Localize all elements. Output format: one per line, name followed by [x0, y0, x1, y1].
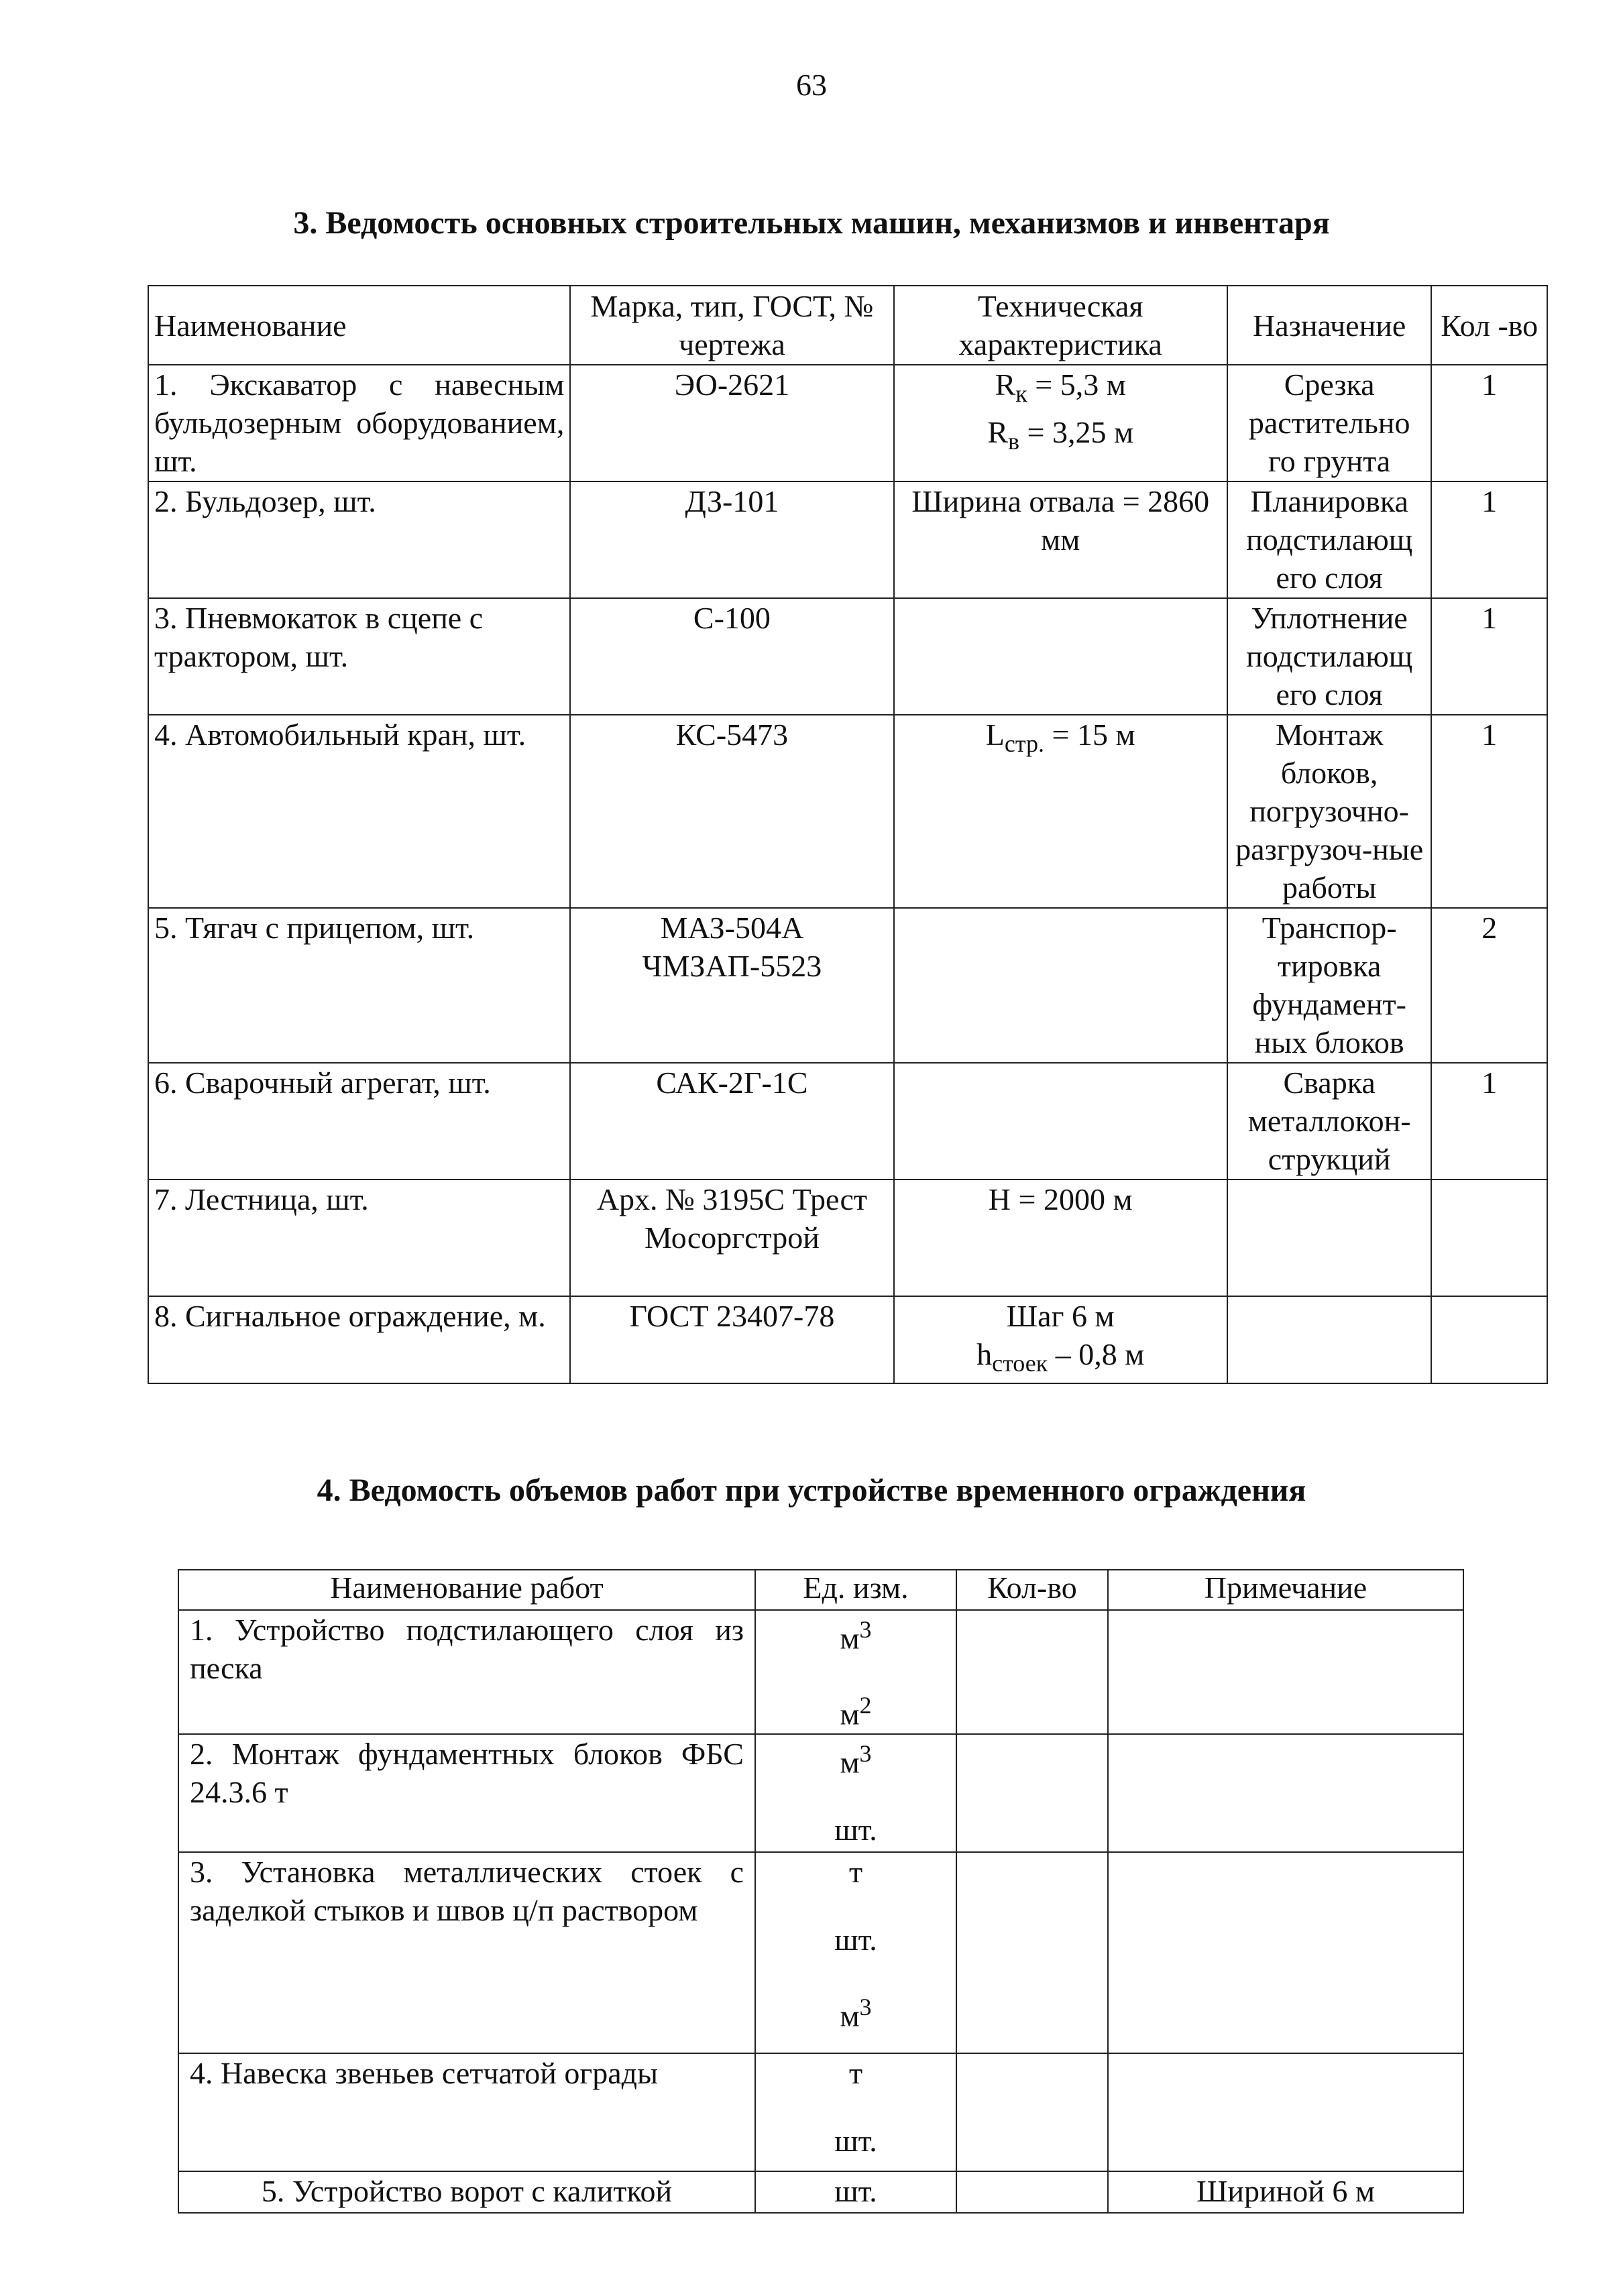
header-unit: Ед. изм. — [755, 1570, 956, 1610]
table-row — [178, 1852, 1463, 2053]
works-table — [178, 1569, 1464, 2214]
cell-spec: $L_{стр.} = 15$ м — [894, 715, 1227, 908]
cell-work: 3. Установка металлических стоек с заделкой стыков и швов ц/п раствором — [178, 1852, 755, 2053]
table-row — [178, 2171, 1463, 2213]
table-row — [148, 365, 1547, 481]
cell-qty — [956, 1734, 1108, 1852]
cell-qty: 1 — [1431, 481, 1547, 598]
cell-qty: 2 — [1431, 908, 1547, 1063]
cell-spec — [894, 598, 1227, 715]
cell-unit: шт. — [755, 2171, 956, 2213]
cell-name: 2. Бульдозер, шт. — [148, 481, 570, 598]
cell-note — [1108, 2053, 1463, 2171]
header-qty: Кол -во — [1431, 286, 1547, 365]
cell-qty: 1 — [1431, 1063, 1547, 1180]
cell-purpose: Монтаж блоков, погрузочно-разгрузоч-ные работы — [1227, 715, 1432, 908]
section-3-title: 3. Ведомость основных строительных машин, механизмов и инвентаря — [293, 205, 1330, 241]
table-row — [148, 1296, 1547, 1383]
cell-unit: $м^3$ $м^2$ — [755, 1610, 956, 1734]
cell-brand: КС-5473 — [570, 715, 893, 908]
cell-name: 3. Пневмокаток в сцепе с трактором, шт. — [148, 598, 570, 715]
cell-purpose: Планировка подстилающ его слоя — [1227, 481, 1432, 598]
cell-unit: $м^3$ шт. — [755, 1734, 956, 1852]
cell-name: 6. Сварочный агрегат, шт. — [148, 1063, 570, 1180]
cell-spec — [894, 1063, 1227, 1180]
unit-label: шт. — [834, 1812, 877, 1847]
cell-note — [1108, 1610, 1463, 1734]
cell-purpose: Сварка металлокон-струкций — [1227, 1063, 1432, 1180]
cell-work: 2. Монтаж фундаментных блоков ФБС 24.3.6 т — [178, 1734, 755, 1852]
table-row — [148, 715, 1547, 908]
cell-brand: ГОСТ 23407-78 — [570, 1296, 893, 1383]
cell-qty: 1 — [1431, 598, 1547, 715]
table-row — [148, 908, 1547, 1063]
header-purpose: Назначение — [1227, 286, 1432, 365]
unit-label: шт. — [834, 1922, 877, 1957]
cell-qty — [1431, 1180, 1547, 1296]
unit-label: т — [848, 1854, 863, 1889]
header-name: Наименование — [148, 286, 570, 365]
unit-label: т — [848, 2055, 863, 2090]
page-number: 63 — [796, 68, 827, 102]
cell-brand: ЭО-2621 — [570, 365, 893, 481]
cell-spec: $R_к = 5,3$ м $R_в = 3,25$ м — [894, 365, 1227, 481]
cell-work: 5. Устройство ворот с калиткой — [178, 2171, 755, 2213]
table-row — [178, 2053, 1463, 2171]
cell-note — [1108, 1852, 1463, 2053]
table-row — [178, 1610, 1463, 1734]
cell-qty — [1431, 1296, 1547, 1383]
cell-note: Шириной 6 м — [1108, 2171, 1463, 2213]
cell-name: 4. Автомобильный кран, шт. — [148, 715, 570, 908]
header-spec: Техническая характеристика — [894, 286, 1227, 365]
cell-qty: 1 — [1431, 365, 1547, 481]
table-row — [148, 481, 1547, 598]
cell-work: 4. Навеска звеньев сетчатой ограды — [178, 2053, 755, 2171]
cell-spec — [894, 908, 1227, 1063]
section-4-title: 4. Ведомость объемов работ при устройстве временного ограждения — [317, 1473, 1306, 1508]
cell-spec: Шаг 6 м $h_{стоек} - 0,8$ м — [894, 1296, 1227, 1383]
cell-qty: 1 — [1431, 715, 1547, 908]
cell-purpose: Срезка растительно го грунта — [1227, 365, 1432, 481]
cell-spec: Н = 2000 м — [894, 1180, 1227, 1296]
cell-brand: ДЗ-101 — [570, 481, 893, 598]
cell-brand: МАЗ-504А ЧМЗАП-5523 — [570, 908, 893, 1063]
header-qty: Кол-во — [956, 1570, 1108, 1610]
cell-work: 1. Устройство подстилающего слоя из песка — [178, 1610, 755, 1734]
table-row — [178, 1734, 1463, 1852]
cell-unit — [755, 2053, 956, 2171]
cell-unit: т шт. $м^3$ — [755, 1852, 956, 2053]
cell-qty — [956, 1852, 1108, 2053]
cell-purpose — [1227, 1296, 1432, 1383]
table-row — [148, 1180, 1547, 1296]
cell-purpose: Уплотнение подстилающ его слоя — [1227, 598, 1432, 715]
cell-purpose: Транспор-тировка фундамент-ных блоков — [1227, 908, 1432, 1063]
cell-qty — [956, 2171, 1108, 2213]
machines-table — [148, 285, 1548, 1384]
cell-note — [1108, 1734, 1463, 1852]
table-row — [148, 598, 1547, 715]
unit-label: шт. — [834, 2123, 877, 2158]
header-brand: Марка, тип, ГОСТ, № чертежа — [570, 286, 893, 365]
cell-name: 1. Экскаватор с навесным бульдозерным оборудованием, шт. — [148, 365, 570, 481]
cell-qty — [956, 1610, 1108, 1734]
cell-qty — [956, 2053, 1108, 2171]
header-work: Наименование работ — [178, 1570, 755, 1610]
cell-name: 8. Сигнальное ограждение, м. — [148, 1296, 570, 1383]
header-note: Примечание — [1108, 1570, 1463, 1610]
cell-brand: С-100 — [570, 598, 893, 715]
cell-name: 5. Тягач с прицепом, шт. — [148, 908, 570, 1063]
cell-purpose — [1227, 1180, 1432, 1296]
cell-brand: САК-2Г-1С — [570, 1063, 893, 1180]
table-row — [148, 1063, 1547, 1180]
cell-name: 7. Лестница, шт. — [148, 1180, 570, 1296]
cell-spec: Ширина отвала = 2860 мм — [894, 481, 1227, 598]
cell-brand: Арх. № 3195С Трест Мосоргстрой — [570, 1180, 893, 1296]
